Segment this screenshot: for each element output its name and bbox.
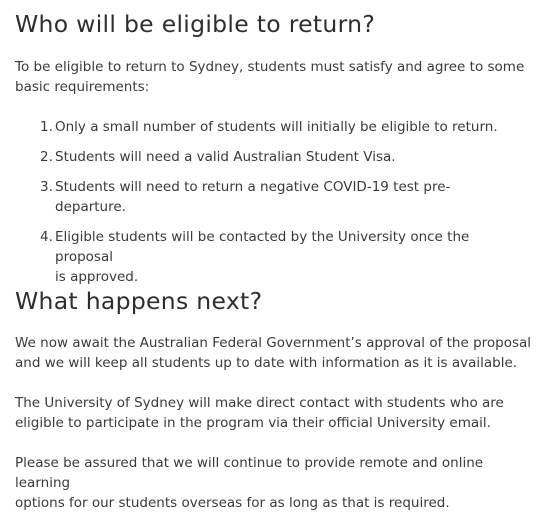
paragraph-line: eligible to participate in the program via their official University email. [15,415,491,431]
intro-line-2: basic requirements: [15,79,150,95]
list-item-text-continued: is approved. [55,269,139,285]
list-item [15,177,515,217]
remote-learning-paragraph [15,453,535,513]
direct-contact-paragraph [15,393,504,433]
paragraph-line: options for our students overseas for as long as that is required. [15,495,450,511]
requirements-list [15,117,515,297]
list-item [15,227,515,287]
await-approval-paragraph [15,333,531,373]
intro-line-1: To be eligible to return to Sydney, students must satisfy and agree to some [15,59,525,75]
paragraph-line: We now await the Australian Federal Government’s approval of the proposal [15,335,532,351]
next-steps-heading: What happens next? [15,287,263,315]
paragraph-line: The University of Sydney will make direct contact with students who are [15,395,504,411]
eligibility-intro [15,57,524,97]
paragraph-line: and we will keep all students up to date with information as it is available. [15,355,518,371]
list-item-number: 3. [40,179,53,195]
list-item-text: Only a small number of students will initially be eligible to return. [55,119,498,135]
list-item-number: 2. [40,149,53,165]
paragraph-line: Please be assured that we will continue to provide remote and online learning [15,455,484,491]
list-item-text: Students will need a valid Australian Student Visa. [55,149,396,165]
list-item [15,147,515,167]
list-item-text: Eligible students will be contacted by the University once the proposal [55,229,470,265]
list-item-text: Students will need to return a negative COVID-19 test pre-departure. [55,179,451,215]
eligibility-heading: Who will be eligible to return? [15,10,376,38]
list-item [15,117,515,137]
list-item-number: 1. [40,119,53,135]
list-item-number: 4. [40,229,53,245]
